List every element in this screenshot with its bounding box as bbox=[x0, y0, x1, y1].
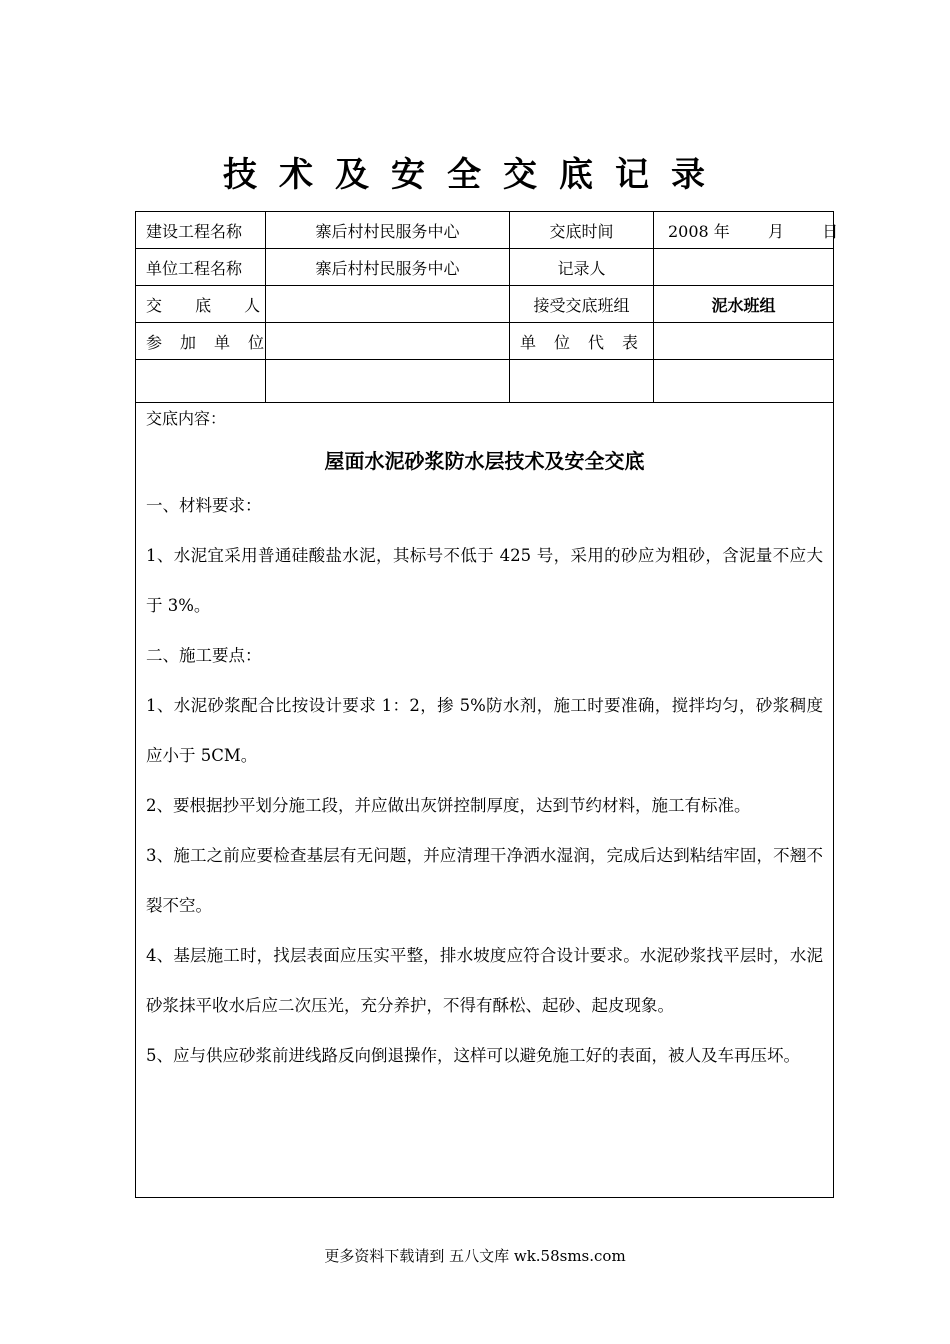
table-row bbox=[136, 286, 834, 323]
content-label: 交底内容： bbox=[146, 409, 227, 428]
footer-link-text: 更多资料下载请到 五八文库 wk.58sms.com bbox=[324, 1247, 626, 1265]
date-day: 日 bbox=[822, 221, 839, 241]
content-paragraph: 5、应与供应砂浆前进线路反向倒退操作，这样可以避免施工好的表面，被人及车再压坏。 bbox=[146, 1046, 800, 1065]
project-name-label: 建设工程名称 bbox=[136, 212, 266, 249]
table-row bbox=[136, 360, 834, 403]
record-table bbox=[135, 211, 839, 1198]
unit-representative-label: 单位代表 bbox=[510, 323, 654, 360]
content-paragraph: 3、施工之前应要检查基层有无问题，并应清理干净洒水湿润，完成后达到粘结牢固，不翘不裂不空。 bbox=[146, 846, 823, 915]
content-paragraph: 1、水泥砂浆配合比按设计要求 1：2，掺 5%防水剂，施工时要准确，搅拌均匀，砂浆稠度应小于 5CM。 bbox=[146, 696, 823, 765]
content-heading: 屋面水泥砂浆防水层技术及安全交底 bbox=[324, 449, 645, 473]
date-year: 2008 年 bbox=[668, 221, 730, 241]
recorder-label: 记录人 bbox=[510, 249, 654, 286]
content-paragraph: 二、施工要点： bbox=[146, 646, 262, 665]
content-paragraph: 一、材料要求： bbox=[146, 496, 262, 515]
content-cell bbox=[136, 403, 834, 1198]
content-paragraph: 4、基层施工时，找层表面应压实平整，排水坡度应符合设计要求。水泥砂浆找平层时，水泥砂浆抹平收水后应二次压光，充分养护，不得有酥松、起砂、起皮现象。 bbox=[146, 946, 823, 1015]
presenter-value bbox=[266, 286, 510, 323]
participating-unit-value bbox=[266, 323, 510, 360]
recorder-value bbox=[654, 249, 834, 286]
empty-cell bbox=[136, 360, 266, 403]
project-name-value: 寨后村村民服务中心 bbox=[266, 212, 510, 249]
handover-time-label: 交底时间 bbox=[510, 212, 654, 249]
unit-project-value: 寨后村村民服务中心 bbox=[266, 249, 510, 286]
unit-project-label: 单位工程名称 bbox=[136, 249, 266, 286]
presenter-label: 交 底 人 bbox=[136, 286, 266, 323]
empty-cell bbox=[654, 360, 834, 403]
table-row bbox=[136, 403, 834, 1198]
unit-representative-value bbox=[654, 323, 834, 360]
table-row bbox=[136, 323, 834, 360]
date-month: 月 bbox=[768, 221, 785, 241]
empty-cell bbox=[510, 360, 654, 403]
content-paragraph: 2、要根据抄平划分施工段，并应做出灰饼控制厚度，达到节约材料，施工有标准。 bbox=[146, 796, 751, 815]
content-paragraph: 1、水泥宜采用普通硅酸盐水泥，其标号不低于 425 号，采用的砂应为粗砂，含泥量不应大于 3%。 bbox=[146, 546, 823, 615]
table-row bbox=[136, 249, 834, 286]
participating-unit-label: 参加单位 bbox=[136, 323, 266, 360]
table-row bbox=[136, 212, 834, 249]
document-title: 技术及安全交底记录 bbox=[223, 155, 727, 195]
receiving-team-value: 泥水班组 bbox=[654, 286, 834, 323]
empty-cell bbox=[266, 360, 510, 403]
handover-time-value bbox=[654, 212, 839, 249]
receiving-team-label: 接受交底班组 bbox=[510, 286, 654, 323]
